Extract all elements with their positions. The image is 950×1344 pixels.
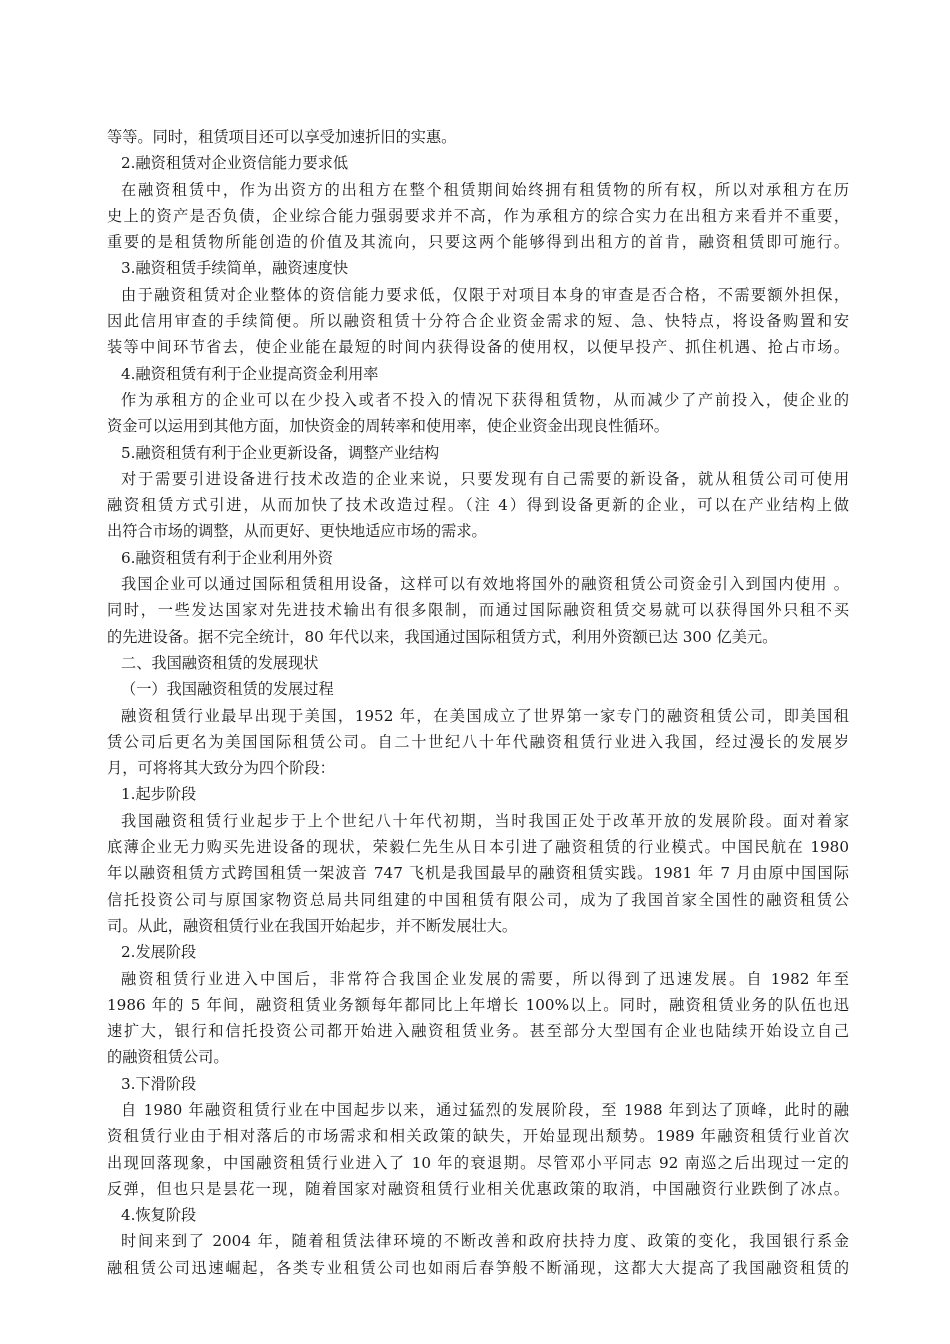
paragraph-line: 我国融资租赁行业起步于上个世纪八十年代初期，当时我国正处于改革开放的发展阶段。面对着家 bbox=[121, 811, 849, 830]
paragraph-line: 资租赁行业由于相对落后的市场需求和相关政策的缺失，开始显现出颓势。1989 年融资租赁行业首次 bbox=[107, 1127, 849, 1146]
paragraph-line: 资金可以运用到其他方面，加快资金的周转率和使用率，使企业资金出现良性循环。 bbox=[107, 417, 669, 436]
section-heading: 4.融资租赁有利于企业提高资金利用率 bbox=[121, 364, 379, 383]
section-heading: 5.融资租赁有利于企业更新设备，调整产业结构 bbox=[121, 443, 440, 462]
section-heading: 2.融资租赁对企业资信能力要求低 bbox=[121, 154, 349, 173]
paragraph-line: 1986 年的 5 年间，融资租赁业务额每年都同比上年增长 100%以上。同时，融资租赁业务的队伍也迅 bbox=[107, 995, 849, 1014]
paragraph-line: 信托投资公司与原国家物资总局共同组建的中国租赁有限公司，成为了我国首家全国性的融资租赁公 bbox=[107, 890, 849, 909]
section-heading: 3.下滑阶段 bbox=[121, 1074, 197, 1093]
paragraph-line: 出符合市场的调整，从而更好、更快地适应市场的需求。 bbox=[107, 522, 487, 541]
paragraph-line: 时间来到了 2004 年，随着租赁法律环境的不断改善和政府扶持力度、政策的变化，我国银行系金 bbox=[121, 1232, 849, 1251]
paragraph-line: 在融资租赁中，作为出资方的出租方在整个租赁期间始终拥有租赁物的所有权，所以对承租方在历 bbox=[121, 180, 849, 199]
subsection-heading: （一）我国融资租赁的发展过程 bbox=[121, 680, 334, 699]
paragraph-line: 月，可将将其大致分为四个阶段： bbox=[107, 759, 335, 778]
paragraph-line: 同时，一些发达国家对先进技术输出有很多限制，而通过国际融资租赁交易就可以获得国外只租不买 bbox=[107, 601, 849, 620]
section-heading: 6.融资租赁有利于企业利用外资 bbox=[121, 548, 333, 567]
paragraph-line: 由于融资租赁对企业整体的资信能力要求低，仅限于对项目本身的审查是否合格，不需要额外担保， bbox=[121, 285, 849, 304]
paragraph-line: 装等中间环节省去，使企业能在最短的时间内获得设备的使用权，以便早投产、抓住机遇、抢占市场。 bbox=[107, 338, 849, 357]
paragraph-line: 底薄企业无力购买先进设备的现状，荣毅仁先生从日本引进了融资租赁的行业模式。中国民航在 1980 bbox=[107, 838, 849, 857]
paragraph-line: 自 1980 年融资租赁行业在中国起步以来，通过猛烈的发展阶段，至 1988 年到达了顶峰，此时的融 bbox=[121, 1100, 849, 1119]
paragraph-line: 的先进设备。据不完全统计，80 年代以来，我国通过国际租赁方式，利用外资额已达 300 亿美元。 bbox=[107, 627, 778, 646]
paragraph-line: 作为承租方的企业可以在少投入或者不投入的情况下获得租赁物，从而减少了产前投入，使企业的 bbox=[121, 390, 849, 409]
paragraph-line: 重要的是租赁物所能创造的价值及其流向，只要这两个能够得到出租方的首肯，融资租赁即可施行。 bbox=[107, 233, 849, 252]
chapter-heading: 二、我国融资租赁的发展现状 bbox=[121, 653, 319, 672]
paragraph-line: 赁公司后更名为美国国际租赁公司。自二十世纪八十年代融资租赁行业进入我国，经过漫长的发展岁 bbox=[107, 732, 849, 751]
paragraph-line: 出现回落现象，中国融资租赁行业进入了 10 年的衰退期。尽管邓小平同志 92 南巡之后出现过一定的 bbox=[107, 1153, 849, 1172]
section-heading: 1.起步阶段 bbox=[121, 785, 197, 804]
paragraph-line: 年以融资租赁方式跨国租赁一架波音 747 飞机是我国最早的融资租赁实践。1981 年 7 月由原中国国际 bbox=[107, 864, 849, 883]
section-heading: 4.恢复阶段 bbox=[121, 1206, 197, 1225]
paragraph-line: 史上的资产是否负债，企业综合能力强弱要求并不高，作为承租方的综合实力在出租方来看并不重要， bbox=[107, 206, 849, 225]
paragraph-line: 我国企业可以通过国际租赁租用设备，这样可以有效地将国外的融资租赁公司资金引入到国内使用 。 bbox=[121, 575, 849, 594]
paragraph-line: 司。从此，融资租赁行业在我国开始起步，并不断发展壮大。 bbox=[107, 916, 518, 935]
paragraph-line: 因此信用审查的手续简便。所以融资租赁十分符合企业资金需求的短、急、快特点，将设备购置和安 bbox=[107, 312, 849, 331]
body-text bbox=[107, 124, 849, 1281]
paragraph-line: 等等。同时，租赁项目还可以享受加速折旧的实惠。 bbox=[107, 128, 457, 146]
section-heading: 2.发展阶段 bbox=[121, 943, 197, 962]
section-heading: 3.融资租赁手续简单，融资速度快 bbox=[121, 259, 349, 278]
paragraph-line: 融资租赁方式引进，从而加快了技术改造过程。（注 4）得到设备更新的企业，可以在产业结构上做 bbox=[107, 496, 849, 515]
paragraph-line: 融租赁公司迅速崛起，各类专业租赁公司也如雨后春笋般不断涌现，这都大大提高了我国融资租赁的 bbox=[107, 1258, 849, 1277]
paragraph-line: 融资租赁行业最早出现于美国，1952 年，在美国成立了世界第一家专门的融资租赁公司，即美国租 bbox=[121, 706, 849, 725]
paragraph-line: 融资租赁行业进入中国后，非常符合我国企业发展的需要，所以得到了迅速发展。自 1982 年至 bbox=[121, 969, 849, 988]
paragraph-line: 速扩大，银行和信托投资公司都开始进入融资租赁业务。甚至部分大型国有企业也陆续开始设立自己 bbox=[107, 1022, 849, 1041]
paragraph-line: 对于需要引进设备进行技术改造的企业来说，只要发现有自己需要的新设备，就从租赁公司可使用 bbox=[121, 469, 849, 488]
paragraph-line: 反弹，但也只是昙花一现，随着国家对融资租赁行业相关优惠政策的取消，中国融资行业跌倒了冰点。 bbox=[107, 1179, 849, 1198]
paragraph-line: 的融资租赁公司。 bbox=[107, 1048, 229, 1067]
